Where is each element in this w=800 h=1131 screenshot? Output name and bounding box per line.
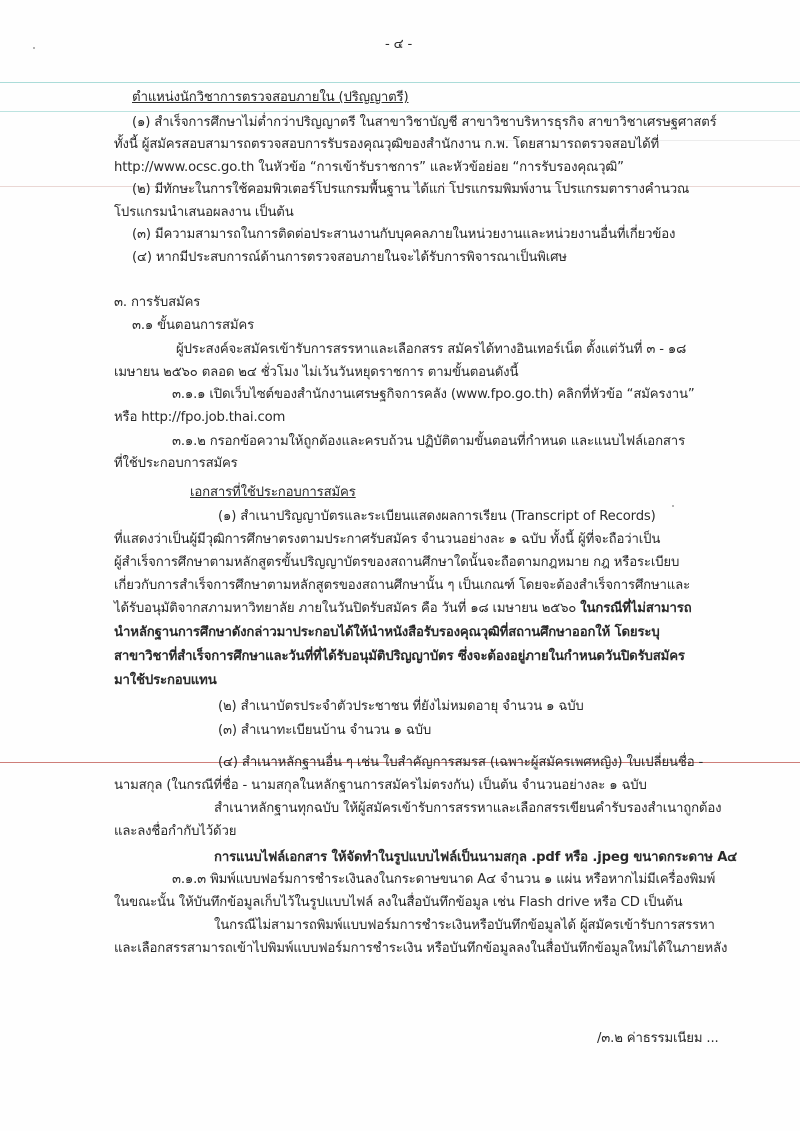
doc-1-bold-line-3: มาใช้ประกอบแทน — [114, 673, 217, 688]
scan-speck — [33, 47, 35, 49]
scan-rule-line — [0, 111, 800, 112]
doc-1-line-4: เกี่ยวกับการสำเร็จการศึกษาตามหลักสูตรของสถานศึกษานั้น ๆ เป็นเกณฑ์ โดยจะต้องสำเร็จการศึกษาและ — [114, 578, 691, 593]
qualification-4: (๔) หากมีประสบการณ์ด้านการตรวจสอบภายในจะได้รับการพิจารณาเป็นพิเศษ — [132, 250, 567, 265]
step-2-line-1: ๓.๑.๒ กรอกข้อความให้ถูกต้องและครบถ้วน ปฏิบัติตามขั้นตอนที่กำหนด และแนบไฟล์เอกสาร — [172, 434, 685, 449]
doc-1-bold-line-2: สาขาวิชาที่สำเร็จการศึกษาและวันที่ที่ได้รับอนุมัติปริญญาบัตร ซึ่งจะต้องอยู่ภายในกำหนดวันปิดรับสมัคร — [114, 649, 685, 664]
doc-1-line-5 — [114, 600, 692, 618]
step-3-fallback-line-2: และเลือกสรรสามารถเข้าไปพิมพ์แบบฟอร์มการชำระเงิน หรือบันทึกข้อมูลลงในสื่อบันทึกข้อมูลใหม่ได้ในภายหลัง — [114, 941, 728, 956]
step-1-line-1: ๓.๑.๑ เปิดเว็บไซต์ของสำนักงานเศรษฐกิจการคลัง (www.fpo.go.th) คลิกที่หัวข้อ “สมัครงาน” — [172, 387, 695, 402]
documents-heading: เอกสารที่ใช้ประกอบการสมัคร — [190, 485, 356, 500]
continuation-marker: /๓.๒ ค่าธรรมเนียม ... — [597, 1031, 719, 1046]
qualification-3: (๓) มีความสามารถในการติดต่อประสานงานกับบุคคลภายในหน่วยงานและหน่วยงานอื่นที่เกี่ยวข้อง — [132, 227, 676, 242]
certify-note-line-1: สำเนาหลักฐานทุกฉบับ ให้ผู้สมัครเข้ารับการสรรหาและเลือกสรรเขียนคำรับรองสำเนาถูกต้อง — [214, 801, 722, 816]
step-3-fallback-line-1: ในกรณีไม่สามารถพิมพ์แบบฟอร์มการชำระเงินหรือบันทึกข้อมูลได้ ผู้สมัครเข้ารับการสรรหา — [214, 918, 715, 933]
qualification-1-line-3: http://www.ocsc.go.th ในหัวข้อ “การเข้ารับราชการ” และหัวข้อย่อย “การรับรองคุณวุฒิ” — [114, 160, 624, 175]
step-3-line-1: ๓.๑.๓ พิมพ์แบบฟอร์มการชำระเงินลงในกระดาษขนาด A๔ จำนวน ๑ แผ่น หรือหากไม่มีเครื่องพิมพ์ — [172, 872, 716, 887]
scan-rule-line — [0, 82, 800, 83]
doc-3: (๓) สำเนาทะเบียนบ้าน จำนวน ๑ ฉบับ — [218, 723, 432, 738]
qualification-1-line-1: (๑) สำเร็จการศึกษาไม่ต่ำกว่าปริญญาตรี ในสาขาวิชาบัญชี สาขาวิชาบริหารธุรกิจ สาขาวิชาเศรษฐศาสตร์ — [132, 115, 717, 130]
doc-1-line-2: ที่แสดงว่าเป็นผู้มีวุฒิการศึกษาตรงตามประกาศรับสมัคร จำนวนอย่างละ ๑ ฉบับ ทั้งนี้ ผู้ที่จะถือว่าเป็น — [114, 532, 661, 547]
doc-1-bold-line-1: นำหลักฐานการศึกษาดังกล่าวมาประกอบได้ให้นำหนังสือรับรองคุณวุฒิที่สถานศึกษาออกให้ โดยระบุ — [114, 625, 660, 640]
doc-4-line-2: นามสกุล (ในกรณีที่ชื่อ - นามสกุลในหลักฐานการสมัครไม่ตรงกัน) เป็นต้น จำนวนอย่างละ ๑ ฉบับ — [114, 778, 647, 793]
intro-line-1: ผู้ประสงค์จะสมัครเข้ารับการสรรหาและเลือกสรร สมัครได้ทางอินเทอร์เน็ต ตั้งแต่วันที่ ๓ - ๑๘ — [176, 342, 687, 357]
qualification-1-line-2: ทั้งนี้ ผู้สมัครสอบสามารถตรวจสอบการรับรองคุณวุฒิของสำนักงาน ก.พ. โดยสามารถตรวจสอบได้ที่ — [114, 137, 660, 152]
certify-note-line-2: และลงชื่อกำกับไว้ด้วย — [114, 824, 237, 839]
step-1-line-2: หรือ http://fpo.job.thai.com — [114, 410, 286, 425]
step-3-line-2: ในขณะนั้น ให้บันทึกข้อมูลเก็บไว้ในรูปแบบไฟล์ ลงในสื่อบันทึกข้อมูล เช่น Flash drive หรือ CD เป็นต้น — [114, 895, 683, 910]
subsection-heading: ๓.๑ ขั้นตอนการสมัคร — [132, 318, 255, 333]
doc-2: (๒) สำเนาบัตรประจำตัวประชาชน ที่ยังไม่หมดอายุ จำนวน ๑ ฉบับ — [218, 699, 584, 714]
doc-1-line-3: ผู้สำเร็จการศึกษาตามหลักสูตรขั้นปริญญาบัตรของสถานศึกษาใดนั้นจะถือตามกฎหมาย กฎ หรือระเบียบ — [114, 555, 680, 570]
position-heading: ตำแหน่งนักวิชาการตรวจสอบภายใน (ปริญญาตรี) — [132, 90, 409, 105]
page-number: - ๔ - — [385, 37, 413, 52]
step-2-line-2: ที่ใช้ประกอบการสมัคร — [114, 456, 238, 471]
doc-1-line-1: (๑) สำเนาปริญญาบัตรและระเบียนแสดงผลการเรียน (Transcript of Records) — [218, 509, 656, 524]
doc-4-line-1: (๔) สำเนาหลักฐานอื่น ๆ เช่น ใบสำคัญการสมรส (เฉพาะผู้สมัครเพศหญิง) ใบเปลี่ยนชื่อ - — [218, 755, 704, 770]
qualification-2-line-1: (๒) มีทักษะในการใช้คอมพิวเตอร์โปรแกรมพื้นฐาน ได้แก่ โปรแกรมพิมพ์งาน โปรแกรมตารางคำนวณ — [132, 182, 690, 197]
intro-line-2: เมษายน ๒๕๖๐ ตลอด ๒๔ ชั่วโมง ไม่เว้นวันหยุดราชการ ตามขั้นตอนดังนี้ — [114, 365, 519, 380]
scan-speck — [672, 505, 674, 507]
doc-1-line-5-bold: ในกรณีที่ไม่สามารถ — [580, 601, 692, 616]
qualification-2-line-2: โปรแกรมนำเสนอผลงาน เป็นต้น — [114, 205, 294, 220]
section-heading: ๓. การรับสมัคร — [114, 295, 201, 310]
attachment-note: การแนบไฟล์เอกสาร ให้จัดทำในรูปแบบไฟล์เป็นนามสกุล .pdf หรือ .jpeg ขนาดกระดาษ A๔ — [214, 850, 738, 865]
doc-1-line-5-normal: ได้รับอนุมัติจากสภามหาวิทยาลัย ภายในวันปิดรับสมัคร คือ วันที่ ๑๘ เมษายน ๒๕๖๐ — [114, 601, 581, 616]
